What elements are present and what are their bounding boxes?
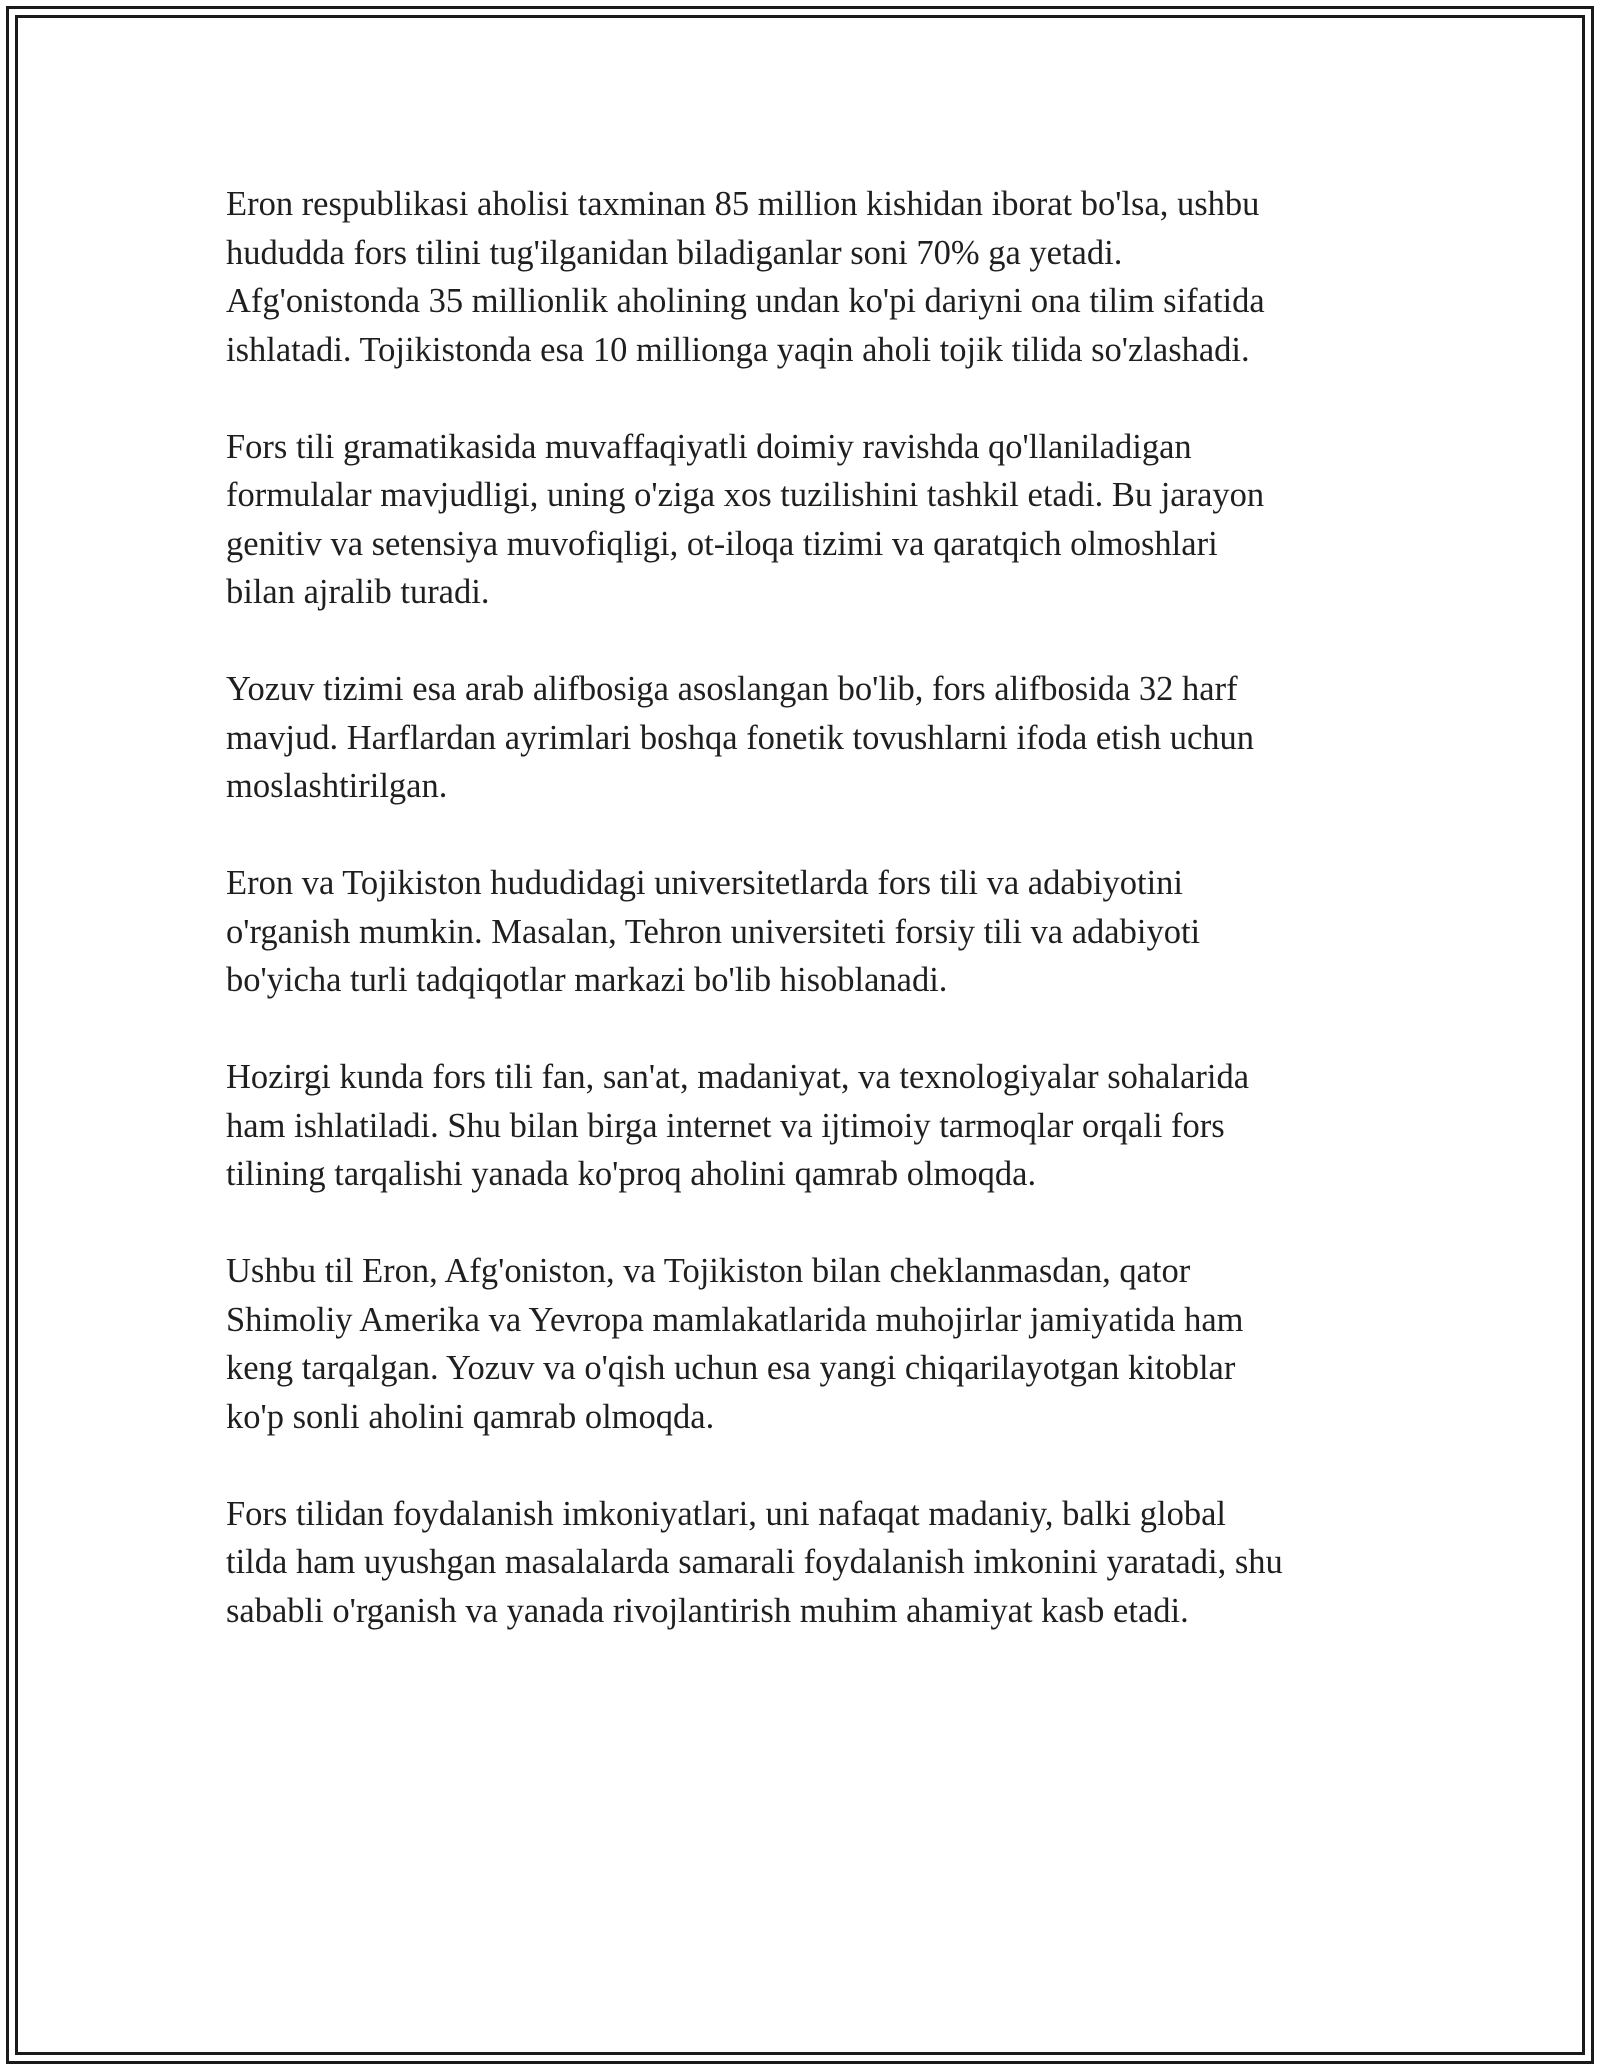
text-line: tilda ham uyushgan masalalarda samarali foydalanish imkonini yaratadi, shu [226, 1543, 1283, 1581]
text-line: sababli o'rganish va yanada rivojlantirish muhim ahamiyat kasb etadi. [226, 1591, 1189, 1630]
text-line: Shimoliy Amerika va Yevropa mamlakatlarida muhojirlar jamiyatida ham [226, 1300, 1244, 1339]
paragraph-5 [226, 1053, 1376, 1199]
paragraph-6 [226, 1247, 1376, 1441]
text-line: Afg'onistonda 35 millionlik aholining undan ko'pi dariyni ona tilim sifatida [226, 282, 1265, 320]
text-line: ham ishlatiladi. Shu bilan birga internet va ijtimoiy tarmoqlar orqali fors [226, 1106, 1225, 1145]
paragraph-2 [226, 423, 1376, 617]
text-line: o'rganish mumkin. Masalan, Tehron universiteti forsiy tili va adabiyoti [226, 912, 1201, 951]
text-line: moslashtirilgan. [226, 767, 448, 805]
text-line: ko'p sonli aholini qamrab olmoqda. [226, 1397, 715, 1436]
text-line: bo'yicha turli tadqiqotlar markazi bo'lib hisoblanadi. [226, 961, 948, 999]
text-line: keng tarqalgan. Yozuv va o'qish uchun esa yangi chiqarilayotgan kitoblar [226, 1349, 1236, 1387]
text-line: Ushbu til Eron, Afg'oniston, va Tojikiston bilan cheklanmasdan, qator [226, 1252, 1191, 1290]
paragraph-3 [226, 665, 1376, 811]
text-line: Eron va Tojikiston hududidagi universitetlarda fors tili va adabiyotini [226, 864, 1184, 902]
text-line: Hozirgi kunda fors tili fan, san'at, madaniyat, va texnologiyalar sohalarida [226, 1058, 1250, 1096]
text-line: genitiv va setensiya muvofiqligi, ot-iloqa tizimi va qaratqich olmoshlari [226, 524, 1218, 563]
text-line: hududda fors tilini tug'ilganidan biladiganlar soni 70% ga yetadi. [226, 233, 1123, 272]
document-body [226, 180, 1376, 1684]
text-line: ishlatadi. Tojikistonda esa 10 millionga yaqin aholi tojik tilida so'zlashadi. [226, 330, 1250, 369]
text-line: bilan ajralib turadi. [226, 573, 490, 611]
text-line: Fors tilidan foydalanish imkoniyatlari, uni nafaqat madaniy, balki global [226, 1494, 1226, 1533]
text-line: Yozuv tizimi esa arab alifbosiga asoslangan bo'lib, fors alifbosida 32 harf [226, 670, 1238, 708]
paragraph-7 [226, 1490, 1376, 1636]
text-line: Eron respublikasi aholisi taxminan 85 million kishidan iborat bo'lsa, ushbu [226, 185, 1260, 223]
text-line: formulalar mavjudligi, uning o'ziga xos tuzilishini tashkil etadi. Bu jarayon [226, 476, 1265, 514]
text-line: mavjud. Harflardan ayrimlari boshqa fonetik tovushlarni ifoda etish uchun [226, 718, 1255, 757]
paragraph-1 [226, 180, 1376, 374]
paragraph-4 [226, 859, 1376, 1005]
text-line: Fors tili gramatikasida muvaffaqiyatli doimiy ravishda qo'llaniladigan [226, 427, 1192, 466]
text-line: tilining tarqalishi yanada ko'proq aholini qamrab olmoqda. [226, 1155, 1037, 1193]
